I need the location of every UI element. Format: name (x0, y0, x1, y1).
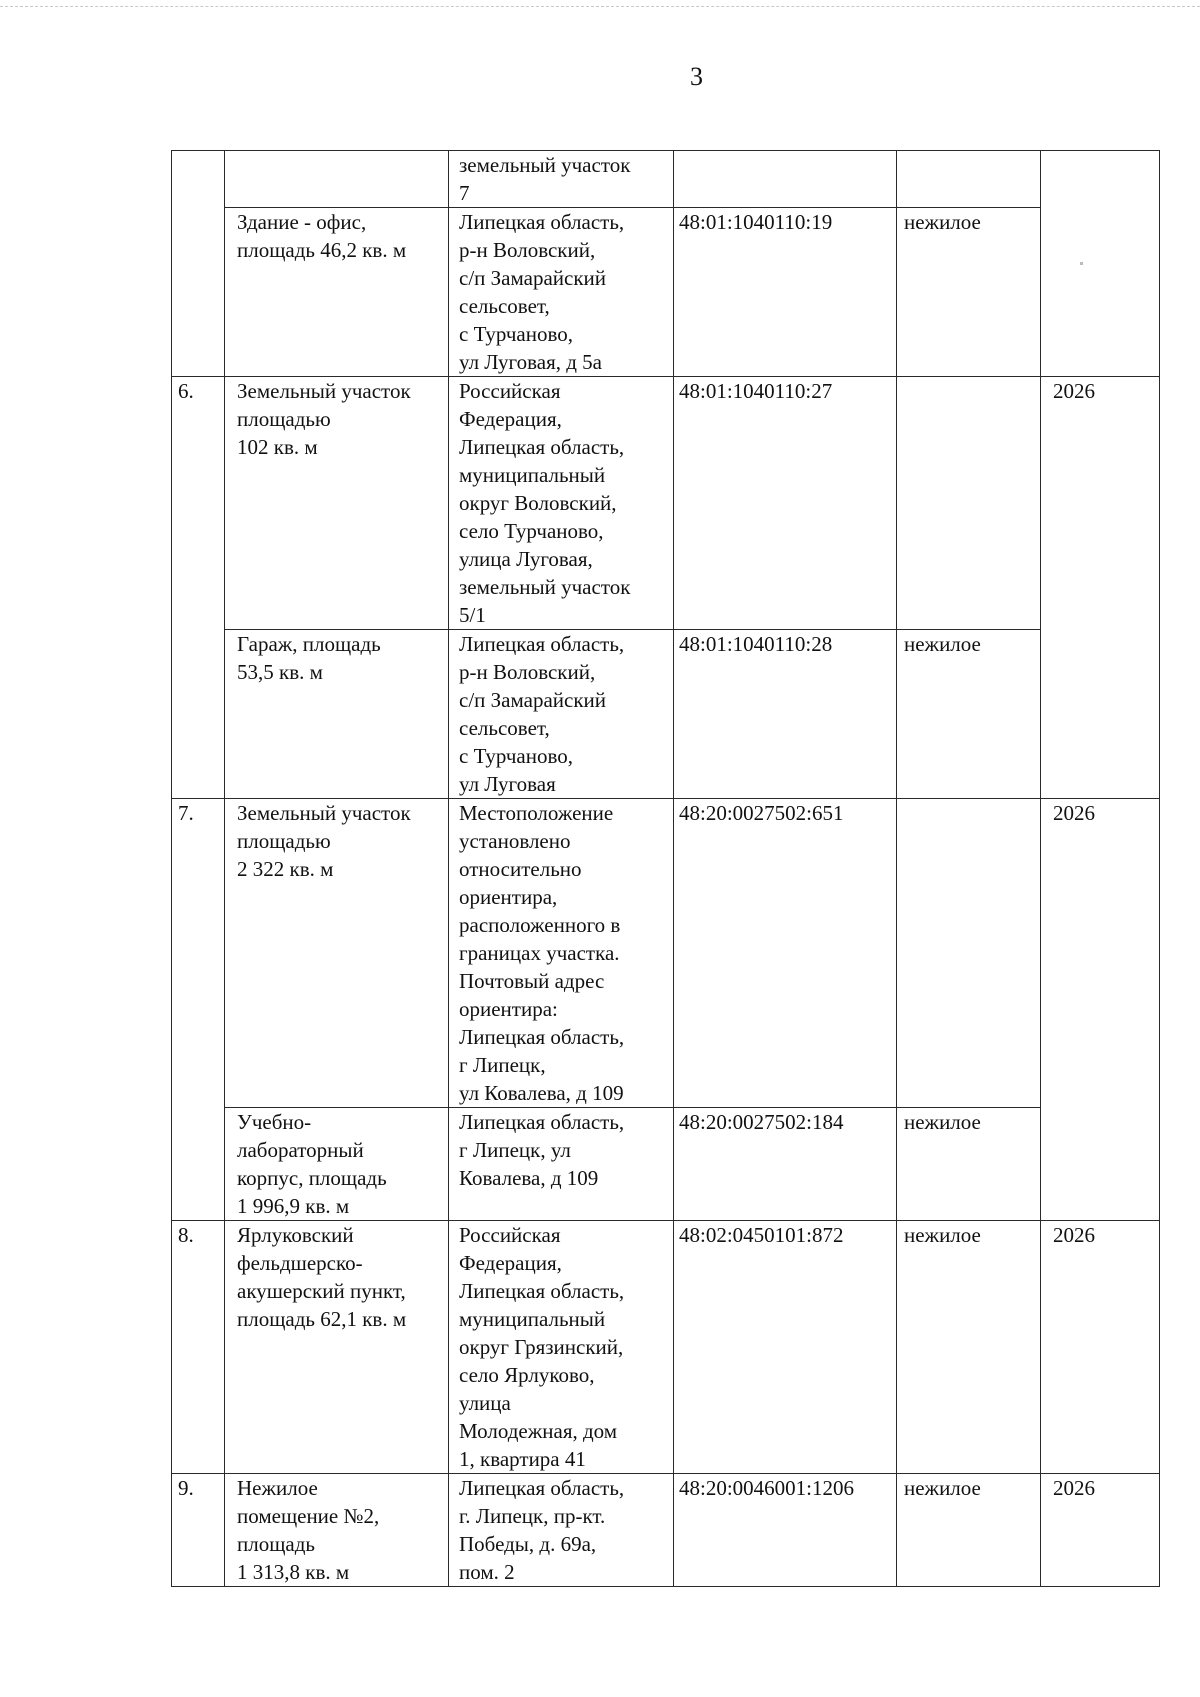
object-type-cell: нежилое (897, 208, 1041, 377)
object-name-cell: Гараж, площадь 53,5 кв. м (225, 630, 449, 799)
cadastral-number-cell: 48:01:1040110:28 (674, 630, 897, 799)
cadastral-number-cell (674, 151, 897, 208)
year-cell: 2026 (1041, 1221, 1160, 1474)
object-name-cell: Учебно- лабораторный корпус, площадь 1 996,9 кв. м (225, 1108, 449, 1221)
entry-number-cell: 8. (172, 1221, 225, 1474)
cadastral-number-cell: 48:02:0450101:872 (674, 1221, 897, 1474)
object-address-cell: Липецкая область, г. Липецк, пр-кт. Победы, д. 69а, пом. 2 (449, 1474, 674, 1587)
object-address-cell: Липецкая область, г Липецк, ул Ковалева, д 109 (449, 1108, 674, 1221)
year-cell: 2026 (1041, 1474, 1160, 1587)
cadastral-number-cell: 48:20:0046001:1206 (674, 1474, 897, 1587)
entry-number-cell (172, 151, 225, 377)
cadastral-number-cell: 48:01:1040110:19 (674, 208, 897, 377)
entry-number-cell: 7. (172, 799, 225, 1221)
object-name-cell: Нежилое помещение №2, площадь 1 313,8 кв. м (225, 1474, 449, 1587)
entry-number-cell: 6. (172, 377, 225, 799)
year-cell (1041, 151, 1160, 377)
table-row-office (172, 208, 1160, 377)
table-row-entry-6-garage (172, 630, 1160, 799)
object-type-cell: нежилое (897, 630, 1041, 799)
page-number: 3 (690, 62, 703, 91)
object-address-cell: Липецкая область, р-н Воловский, с/п Замарайский сельсовет, с Турчаново, ул Луговая, д 5а (449, 208, 674, 377)
object-name-cell (225, 151, 449, 208)
scan-edge-line (0, 6, 1200, 9)
table-row-entry-7-building (172, 1108, 1160, 1221)
year-cell: 2026 (1041, 799, 1160, 1221)
table-row-entry-7-land (172, 799, 1160, 1108)
object-name-cell: Здание - офис, площадь 46,2 кв. м (225, 208, 449, 377)
object-address-cell: Российская Федерация, Липецкая область, муниципальный округ Грязинский, село Ярлуково, улица Молодежная, дом 1, квартира 41 (449, 1221, 674, 1474)
object-type-cell: нежилое (897, 1108, 1041, 1221)
table-row-entry-8 (172, 1221, 1160, 1474)
object-type-cell (897, 151, 1041, 208)
object-type-cell (897, 377, 1041, 630)
entry-number-cell: 9. (172, 1474, 225, 1587)
property-register-table (171, 150, 1160, 1587)
object-type-cell: нежилое (897, 1221, 1041, 1474)
object-address-cell: Российская Федерация, Липецкая область, муниципальный округ Воловский, село Турчаново, улица Луговая, земельный участок 5/1 (449, 377, 674, 630)
cadastral-number-cell: 48:20:0027502:651 (674, 799, 897, 1108)
table-row-entry-9 (172, 1474, 1160, 1587)
table-row-entry-6-land (172, 377, 1160, 630)
object-type-cell (897, 799, 1041, 1108)
cadastral-number-cell: 48:01:1040110:27 (674, 377, 897, 630)
table-row-continuation-land (172, 151, 1160, 208)
object-address-cell: Местоположение установлено относительно ориентира, расположенного в границах участка. Почтовый адрес ориентира: Липецкая область, г Липецк, ул Ковалева, д 109 (449, 799, 674, 1108)
object-address-cell: земельный участок 7 (449, 151, 674, 208)
cadastral-number-cell: 48:20:0027502:184 (674, 1108, 897, 1221)
object-name-cell: Земельный участок площадью 102 кв. м (225, 377, 449, 630)
object-name-cell: Земельный участок площадью 2 322 кв. м (225, 799, 449, 1108)
object-name-cell: Ярлуковский фельдшерско- акушерский пункт, площадь 62,1 кв. м (225, 1221, 449, 1474)
object-type-cell: нежилое (897, 1474, 1041, 1587)
object-address-cell: Липецкая область, р-н Воловский, с/п Замарайский сельсовет, с Турчаново, ул Луговая (449, 630, 674, 799)
year-cell: 2026 (1041, 377, 1160, 799)
